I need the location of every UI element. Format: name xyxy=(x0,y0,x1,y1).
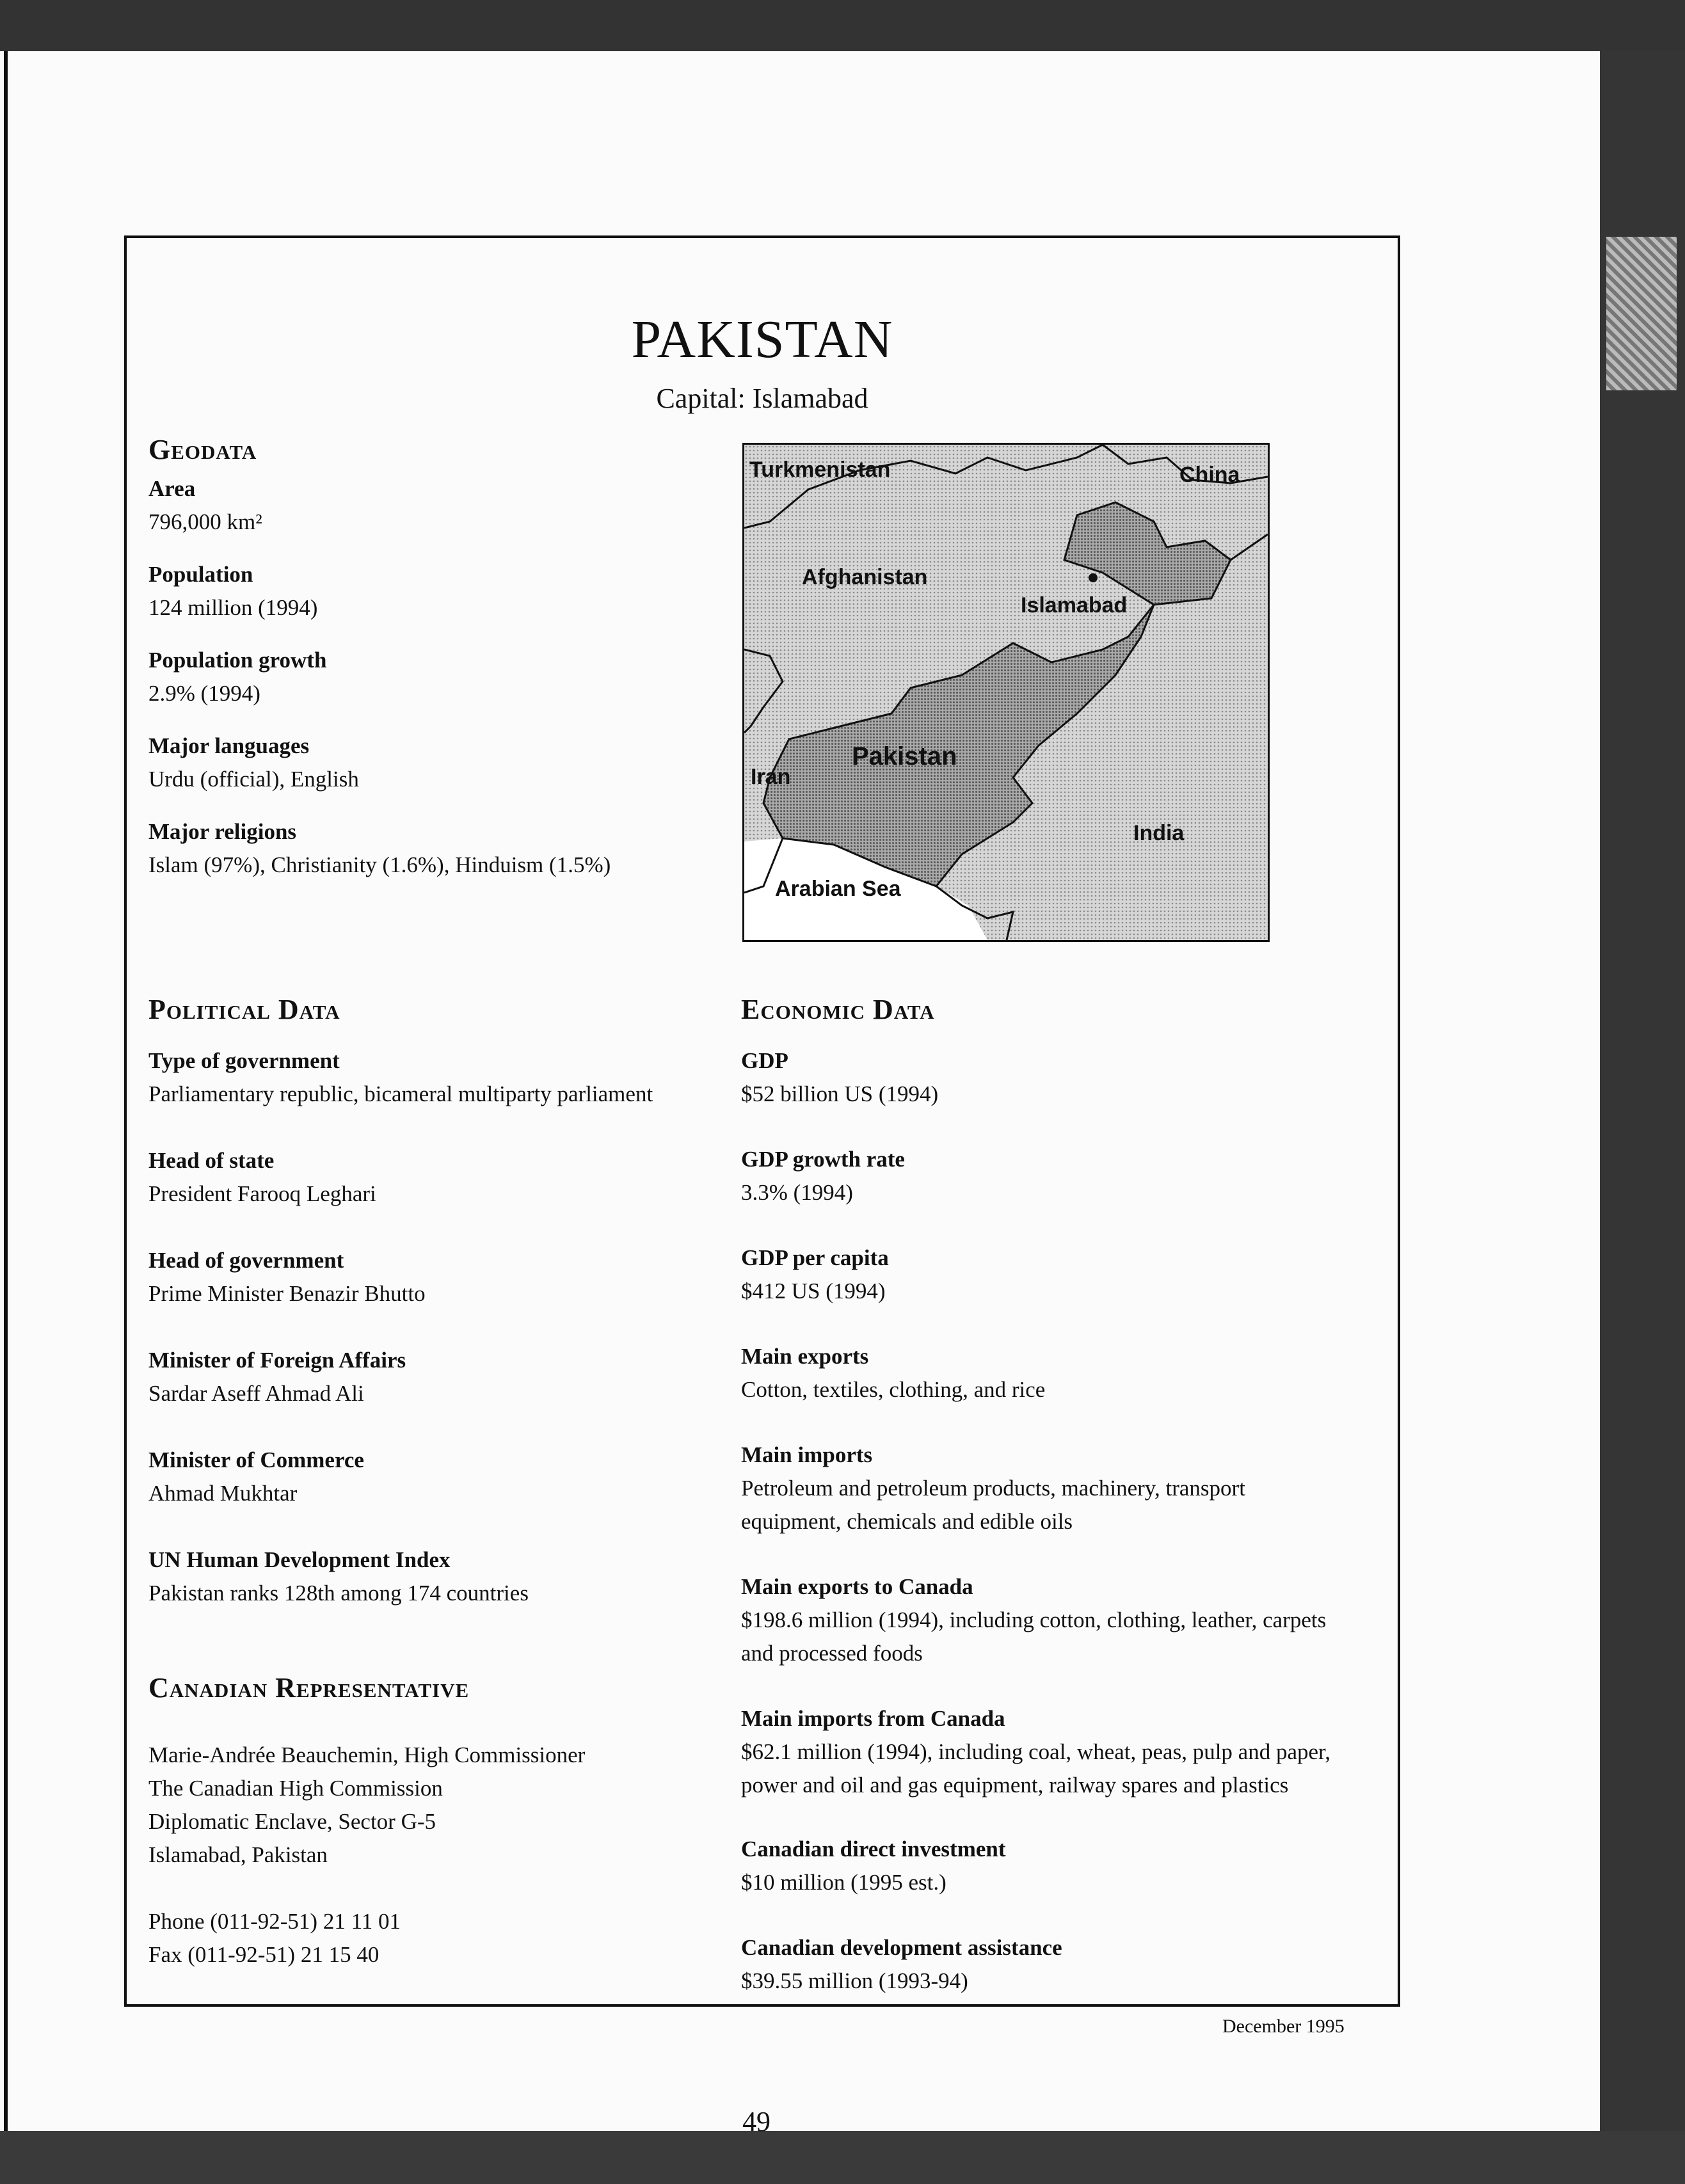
address-line: The Canadian High Commission xyxy=(148,1776,443,1801)
geodata-religions xyxy=(148,815,611,882)
political-commerce-minister xyxy=(148,1444,364,1510)
field-value: 3.3% (1994) xyxy=(741,1180,853,1205)
field-value: President Farooq Leghari xyxy=(148,1181,376,1206)
economic-development-assistance xyxy=(741,1931,1062,1998)
field-value: $198.6 million (1994), including cotton, clothing, leather, carpets xyxy=(741,1607,1327,1632)
field-value: Cotton, textiles, clothing, and rice xyxy=(741,1377,1046,1402)
field-label: Main imports from Canada xyxy=(741,1706,1005,1731)
representative-contact xyxy=(148,1905,401,1972)
footer-date: December 1995 xyxy=(1222,2016,1345,2037)
geodata-population xyxy=(148,558,317,625)
field-value: 796,000 km² xyxy=(148,509,262,534)
field-label: Minister of Foreign Affairs xyxy=(148,1348,406,1373)
field-label: Main exports to Canada xyxy=(741,1574,973,1599)
field-label: UN Human Development Index xyxy=(148,1547,451,1572)
political-hdi xyxy=(148,1543,529,1610)
field-value: Petroleum and petroleum products, machinery, transport xyxy=(741,1476,1245,1501)
field-value: Islam (97%), Christianity (1.6%), Hinduism (1.5%) xyxy=(148,852,611,877)
field-value: Prime Minister Benazir Bhutto xyxy=(148,1281,426,1306)
economic-exports-to-canada xyxy=(741,1570,1326,1670)
economic-gdp-growth xyxy=(741,1143,905,1209)
field-value: 2.9% (1994) xyxy=(148,681,260,706)
binding-edge xyxy=(4,51,8,2131)
scan-border-bottom xyxy=(0,2131,1685,2184)
field-label: GDP per capita xyxy=(741,1245,889,1270)
field-label: Head of government xyxy=(148,1248,344,1273)
map-label-arabian-sea: Arabian Sea xyxy=(775,877,901,901)
field-value: $52 billion US (1994) xyxy=(741,1081,939,1106)
political-head-of-state xyxy=(148,1144,376,1211)
field-value: $39.55 million (1993-94) xyxy=(741,1968,968,1993)
field-label: Major religions xyxy=(148,819,297,844)
geodata-languages xyxy=(148,729,359,796)
field-value: Pakistan ranks 128th among 174 countries xyxy=(148,1581,529,1606)
country-profile-box xyxy=(124,235,1400,2007)
field-label: GDP growth rate xyxy=(741,1147,905,1172)
field-label: Major languages xyxy=(148,733,310,758)
field-label: Population growth xyxy=(148,648,327,673)
map-graphic xyxy=(744,445,1268,940)
economic-main-imports xyxy=(741,1439,1245,1538)
address-line: Diplomatic Enclave, Sector G-5 xyxy=(148,1809,436,1834)
address-line: Marie-Andrée Beauchemin, High Commissioner xyxy=(148,1742,586,1767)
economic-gdp xyxy=(741,1044,938,1111)
field-value: 124 million (1994) xyxy=(148,595,318,620)
representative-heading: Canadian Representative xyxy=(148,1672,470,1703)
field-label: Main imports xyxy=(741,1442,873,1467)
economic-heading: Economic Data xyxy=(741,994,935,1025)
field-value: Urdu (official), English xyxy=(148,767,359,792)
field-label: GDP xyxy=(741,1048,788,1073)
field-label: Canadian development assistance xyxy=(741,1935,1062,1960)
representative-address xyxy=(148,1739,585,1872)
field-label: Area xyxy=(148,476,196,501)
phone-number: Phone (011-92-51) 21 11 01 xyxy=(148,1909,401,1934)
field-value: Sardar Aseff Ahmad Ali xyxy=(148,1381,364,1406)
field-value: power and oil and gas equipment, railway spares and plastics xyxy=(741,1773,1289,1797)
map-label-islamabad: Islamabad xyxy=(1021,593,1128,618)
page-number: 49 xyxy=(742,2106,771,2137)
field-label: Population xyxy=(148,562,253,587)
political-government-type xyxy=(148,1044,653,1111)
scan-border-top xyxy=(0,0,1685,51)
geodata-population-growth xyxy=(148,644,326,710)
page-title: PAKISTAN xyxy=(631,310,893,369)
map-label-india: India xyxy=(1133,821,1185,845)
map-label-turkmenistan: Turkmenistan xyxy=(749,458,891,482)
field-value: $412 US (1994) xyxy=(741,1279,886,1303)
map-label-china: China xyxy=(1179,463,1240,487)
field-value: and processed foods xyxy=(741,1641,923,1666)
geodata-heading: Geodata xyxy=(148,434,257,465)
economic-direct-investment xyxy=(741,1833,1006,1899)
map-label-afghanistan: Afghanistan xyxy=(802,565,928,589)
field-value: $10 million (1995 est.) xyxy=(741,1870,946,1895)
economic-imports-from-canada xyxy=(741,1702,1330,1802)
field-value: $62.1 million (1994), including coal, wheat, peas, pulp and paper, xyxy=(741,1739,1331,1764)
fax-number: Fax (011-92-51) 21 15 40 xyxy=(148,1942,379,1967)
economic-gdp-per-capita xyxy=(741,1241,889,1308)
address-line: Islamabad, Pakistan xyxy=(148,1842,328,1867)
scan-border-right xyxy=(1600,51,1685,2131)
field-label: Minister of Commerce xyxy=(148,1447,364,1472)
map-label-pakistan: Pakistan xyxy=(852,742,957,770)
document-page xyxy=(0,51,1600,2137)
map-label-iran: Iran xyxy=(751,765,791,789)
islamabad-dot xyxy=(1089,573,1098,582)
capital-subtitle: Capital: Islamabad xyxy=(656,383,868,414)
field-value: equipment, chemicals and edible oils xyxy=(741,1509,1073,1534)
field-label: Type of government xyxy=(148,1048,340,1073)
field-value: Ahmad Mukhtar xyxy=(148,1481,298,1506)
field-value: Parliamentary republic, bicameral multiparty parliament xyxy=(148,1081,653,1106)
political-heading: Political Data xyxy=(148,994,340,1025)
geodata-area xyxy=(148,472,262,539)
field-label: Head of state xyxy=(148,1148,275,1173)
pakistan-map xyxy=(742,443,1270,942)
political-head-of-government xyxy=(148,1244,426,1311)
political-foreign-minister xyxy=(148,1344,406,1410)
economic-main-exports xyxy=(741,1340,1045,1407)
field-label: Canadian direct investment xyxy=(741,1837,1006,1861)
field-label: Main exports xyxy=(741,1344,869,1369)
